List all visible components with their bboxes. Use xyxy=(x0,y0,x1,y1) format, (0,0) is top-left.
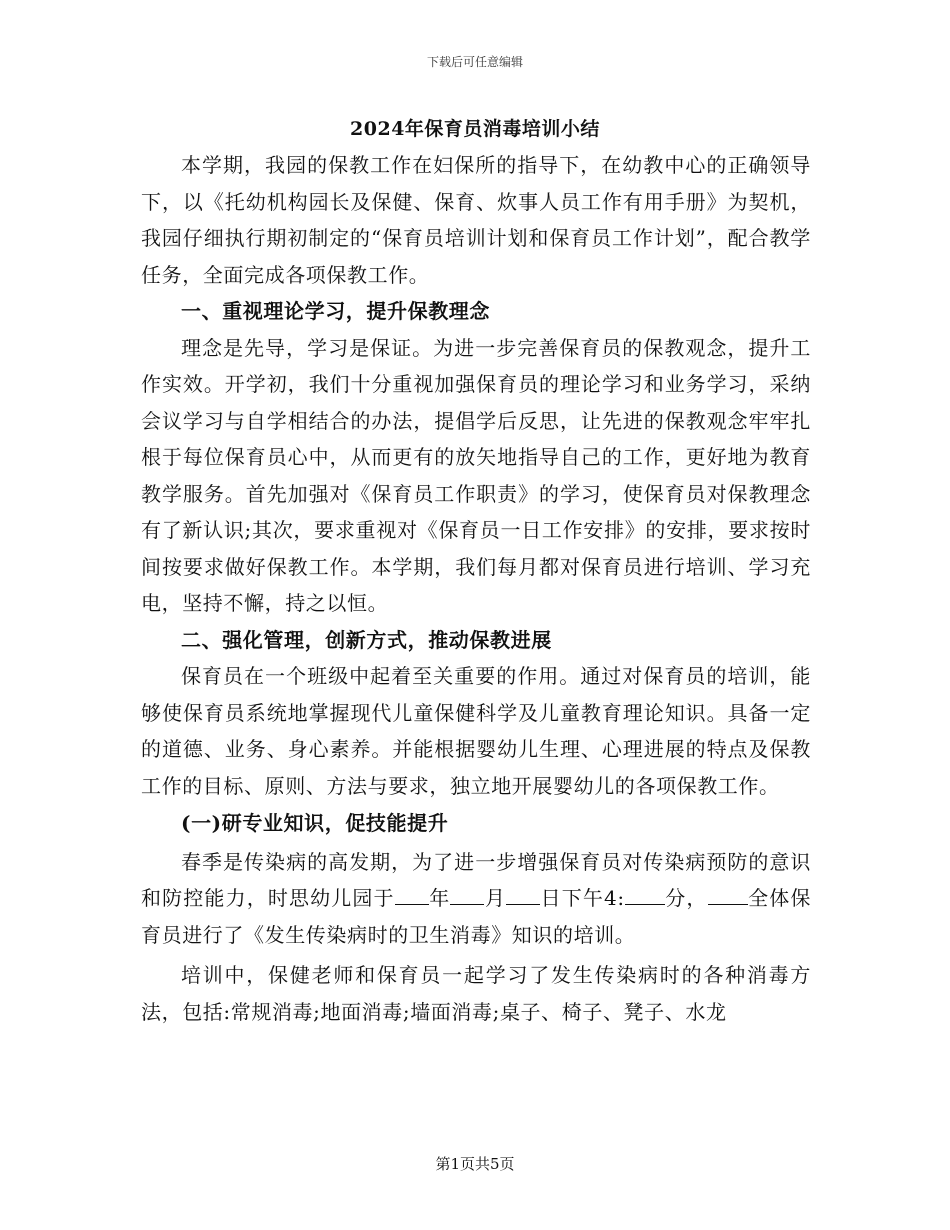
subsection-1-text-part2: 全体保育员进行了《发生传染病时的卫生消毒》知识的培训。 xyxy=(141,886,811,947)
unit-month: 月 xyxy=(484,886,507,910)
section-heading-2: 二、强化管理，创新方式，推动保教进展 xyxy=(181,627,552,652)
document-body xyxy=(141,147,811,1030)
section-heading-1: 一、重视理论学习，提升保教理念 xyxy=(181,299,490,323)
section-1-paragraph: 理念是先导，学习是保证。为进一步完善保育员的保教观念，提升工作实效。开学初，我们十分重视加强保育员的理论学习和业务学习，采纳会议学习与自学相结合的办法，提倡学后反思，让先进的保教观念牢牢扎根于每位保育员心中，从而更有的放矢地指导自己的工作，更好地为教育教学服务。首先加强对《保育员工作职责》的学习，使保育员对保教理念有了新认识;其次，要求重视对《保育员一日工作安排》的安排，要求按时间按要求做好保教工作。本学期，我们每月都对保育员进行培训、学习充电，坚持不懈，持之以恒。 xyxy=(141,335,811,615)
blank-minute xyxy=(625,883,665,905)
section-2-paragraph: 保育员在一个班级中起着至关重要的作用。通过对保育员的培训，能够使保育员系统地掌握现代儿童保健科学及儿童教育理论知识。具备一定的道德、业务、身心素养。并能根据婴幼儿生理、心理进展的特点及保教工作的目标、原则、方法与要求，独立地开展婴幼儿的各项保教工作。 xyxy=(141,664,811,798)
subsection-1-text-part1: 春季是传染病的高发期，为了进一步增强保育员对传染病预防的意识和防控能力，时思幼儿园于 xyxy=(141,849,811,910)
blank-location xyxy=(708,883,748,905)
unit-day-time: 日下午4: xyxy=(540,886,625,910)
blank-day xyxy=(506,883,540,905)
blank-month xyxy=(450,883,484,905)
subsection-1-paragraph-2: 培训中，保健老师和保育员一起学习了发生传染病时的各种消毒方法，包括:常规消毒;地面消毒;墙面消毒;桌子、椅子、凳子、水龙 xyxy=(141,963,811,1024)
intro-paragraph: 本学期，我园的保教工作在妇保所的指导下，在幼教中心的正确领导下，以《托幼机构园长及保健、保育、炊事人员工作有用手册》为契机，我园仔细执行期初制定的“保育员培训计划和保育员工作计划”，配合教学任务，全面完成各项保教工作。 xyxy=(141,153,811,287)
page-number: 第1页共5页 xyxy=(435,1155,515,1173)
blank-year xyxy=(395,883,429,905)
unit-year: 年 xyxy=(428,886,451,910)
unit-minute: 分， xyxy=(664,886,708,910)
header-note: 下载后可任意编辑 xyxy=(426,55,523,69)
subsection-heading-1: (一)研专业知识，促技能提升 xyxy=(181,811,449,835)
document-title: 2024年保育员消毒培训小结 xyxy=(350,118,600,140)
subsection-1-paragraph xyxy=(141,844,811,954)
